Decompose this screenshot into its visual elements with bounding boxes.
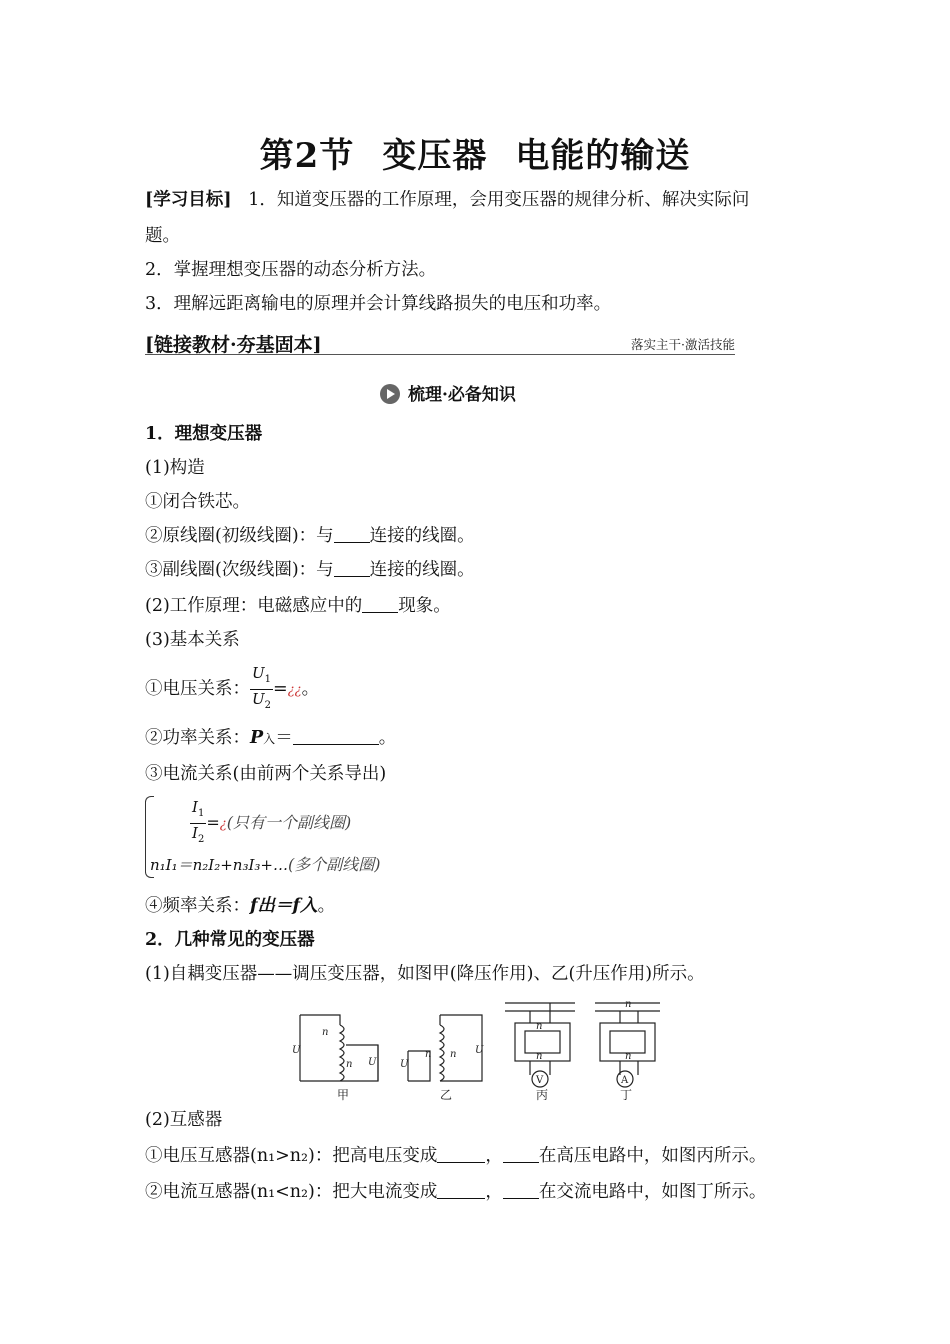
primary-text-end: 连接的线圈。 (369, 526, 475, 546)
objective-3: 3．理解远距离输电的原理并会计算线路损失的电压和功率。 (145, 294, 612, 314)
note-multi-coil: (多个副线圈) (287, 855, 381, 874)
label-u2: U (368, 1057, 377, 1068)
label-u1-yi: U (400, 1059, 409, 1070)
voltage-transformer (145, 1144, 766, 1168)
equals: = (273, 679, 288, 699)
comma: ， (485, 1182, 503, 1202)
heading-ideal-transformer: 1．理想变压器 (145, 424, 263, 444)
current-text-end: 在交流电路中，如图丁所示。 (538, 1182, 767, 1202)
figure-jia (300, 1015, 378, 1081)
power-relation (145, 726, 396, 751)
transformer-figure (290, 995, 670, 1105)
objective-1-text: 1．知道变压器的工作原理，会用变压器的规律分析、解决实际问 (248, 190, 750, 210)
voltage-text-end: 在高压电路中，如图丙所示。 (538, 1146, 767, 1166)
fill-blank[interactable] (334, 525, 370, 543)
fill-blank[interactable] (503, 1181, 539, 1199)
current-relation-heading: ③电流关系(由前两个关系导出) (145, 764, 387, 784)
caption-bing: 丙 (536, 1088, 549, 1102)
period: 。 (301, 679, 320, 699)
title-section: 第2节 (259, 136, 355, 176)
red-marker: ¿ (219, 817, 227, 832)
section-heading (380, 380, 516, 405)
label-n1-yi: n (425, 1049, 432, 1060)
fill-blank[interactable] (362, 595, 398, 613)
note-single-coil: (只有一个副线圈) (226, 813, 352, 832)
frac-den-sub: 2 (264, 700, 272, 711)
fill-blank[interactable] (437, 1145, 485, 1163)
banner-left: [链接教材·夯基固本] (145, 334, 322, 356)
fill-blank[interactable] (334, 559, 370, 577)
voltage-fraction (250, 664, 273, 715)
objective-1 (145, 188, 749, 212)
equals: = (206, 813, 220, 832)
multi-coil-formula: n₁I₁＝n₂I₂+n₃I₃+… (150, 856, 288, 874)
frequency-formula: f出＝f入 (250, 896, 318, 916)
objective-2: 2．掌握理想变压器的动态分析方法。 (145, 260, 437, 280)
power-symbol: P (250, 728, 264, 748)
play-icon (380, 384, 400, 404)
label-n1-ding: n (625, 999, 632, 1010)
secondary-text-end: 连接的线圈。 (369, 560, 475, 580)
frac-num: I (192, 798, 198, 816)
sub-principle (145, 594, 451, 618)
sub-basic-relations: (3)基本关系 (145, 630, 240, 650)
label-n1-bing: n (536, 1021, 543, 1032)
equals: ＝ (275, 728, 293, 748)
title-topic-1: 变压器 (382, 136, 488, 176)
voltage-text: ①电压互感器(n₁>n₂)：把高电压变成 (145, 1146, 438, 1166)
caption-yi: 乙 (440, 1088, 453, 1102)
frac-num-sub: 1 (264, 674, 272, 685)
label-n2: n (346, 1059, 353, 1070)
frac-den: I (192, 824, 198, 842)
voltage-relation (145, 664, 319, 715)
current-transformer (145, 1180, 766, 1204)
heading-common-transformers: 2．几种常见的变压器 (145, 930, 315, 950)
item-core: ①闭合铁芯。 (145, 492, 250, 512)
current-fraction (190, 798, 206, 849)
auto-transformer: (1)自耦变压器——调压变压器，如图甲(降压作用)、乙(升压作用)所示。 (145, 964, 705, 984)
title-topic-2: 电能的输送 (515, 136, 691, 176)
item-secondary-coil (145, 558, 475, 582)
fill-blank[interactable] (437, 1181, 485, 1199)
label-n2-bing: n (536, 1051, 543, 1062)
current-multi (150, 852, 380, 875)
label-u1: U (292, 1045, 301, 1056)
fill-blank[interactable] (503, 1145, 539, 1163)
page-title (0, 128, 950, 177)
power-label: ②功率关系： (145, 728, 250, 748)
power-sub: 入 (263, 732, 276, 746)
caption-ding: 丁 (620, 1088, 633, 1102)
frac-num-sub: 1 (197, 808, 205, 819)
principle-text-end: 现象。 (398, 596, 451, 616)
label-u2-yi: U (475, 1045, 484, 1056)
period: 。 (317, 896, 336, 916)
label-n1: n (322, 1027, 329, 1038)
primary-text: ②原线圈(初级线圈)：与 (145, 526, 334, 546)
secondary-text: ③副线圈(次级线圈)：与 (145, 560, 334, 580)
frac-den: U (252, 690, 265, 708)
frequency-label: ④频率关系： (145, 896, 250, 916)
figure-yi (408, 1015, 482, 1081)
instrument-transformer: (2)互感器 (145, 1110, 223, 1130)
frac-num: U (252, 664, 265, 682)
label-n2-yi: n (450, 1049, 457, 1060)
item-primary-coil (145, 524, 475, 548)
current-text: ②电流互感器(n₁<n₂)：把大电流变成 (145, 1182, 438, 1202)
banner-right: 落实主干·激活技能 (631, 337, 735, 352)
comma: ， (485, 1146, 503, 1166)
frequency-relation (145, 894, 335, 918)
caption-jia: 甲 (337, 1088, 350, 1102)
period: 。 (378, 728, 397, 748)
red-marker: ¿¿ (287, 683, 302, 698)
objectives-label: [学习目标] (145, 190, 232, 210)
principle-text: (2)工作原理：电磁感应中的 (145, 596, 363, 616)
sub-structure: (1)构造 (145, 458, 205, 478)
ammeter-label: A (621, 1075, 629, 1086)
voltage-label: ①电压关系： (145, 679, 250, 699)
section-banner (145, 330, 735, 355)
voltmeter-label: V (536, 1075, 544, 1086)
current-single (190, 798, 351, 849)
section-label: 梳理·必备知识 (408, 385, 516, 405)
label-n2-ding: n (625, 1051, 632, 1062)
fill-blank[interactable] (293, 727, 379, 745)
frac-den-sub: 2 (197, 834, 205, 845)
objective-1-cont: 题。 (145, 226, 180, 246)
